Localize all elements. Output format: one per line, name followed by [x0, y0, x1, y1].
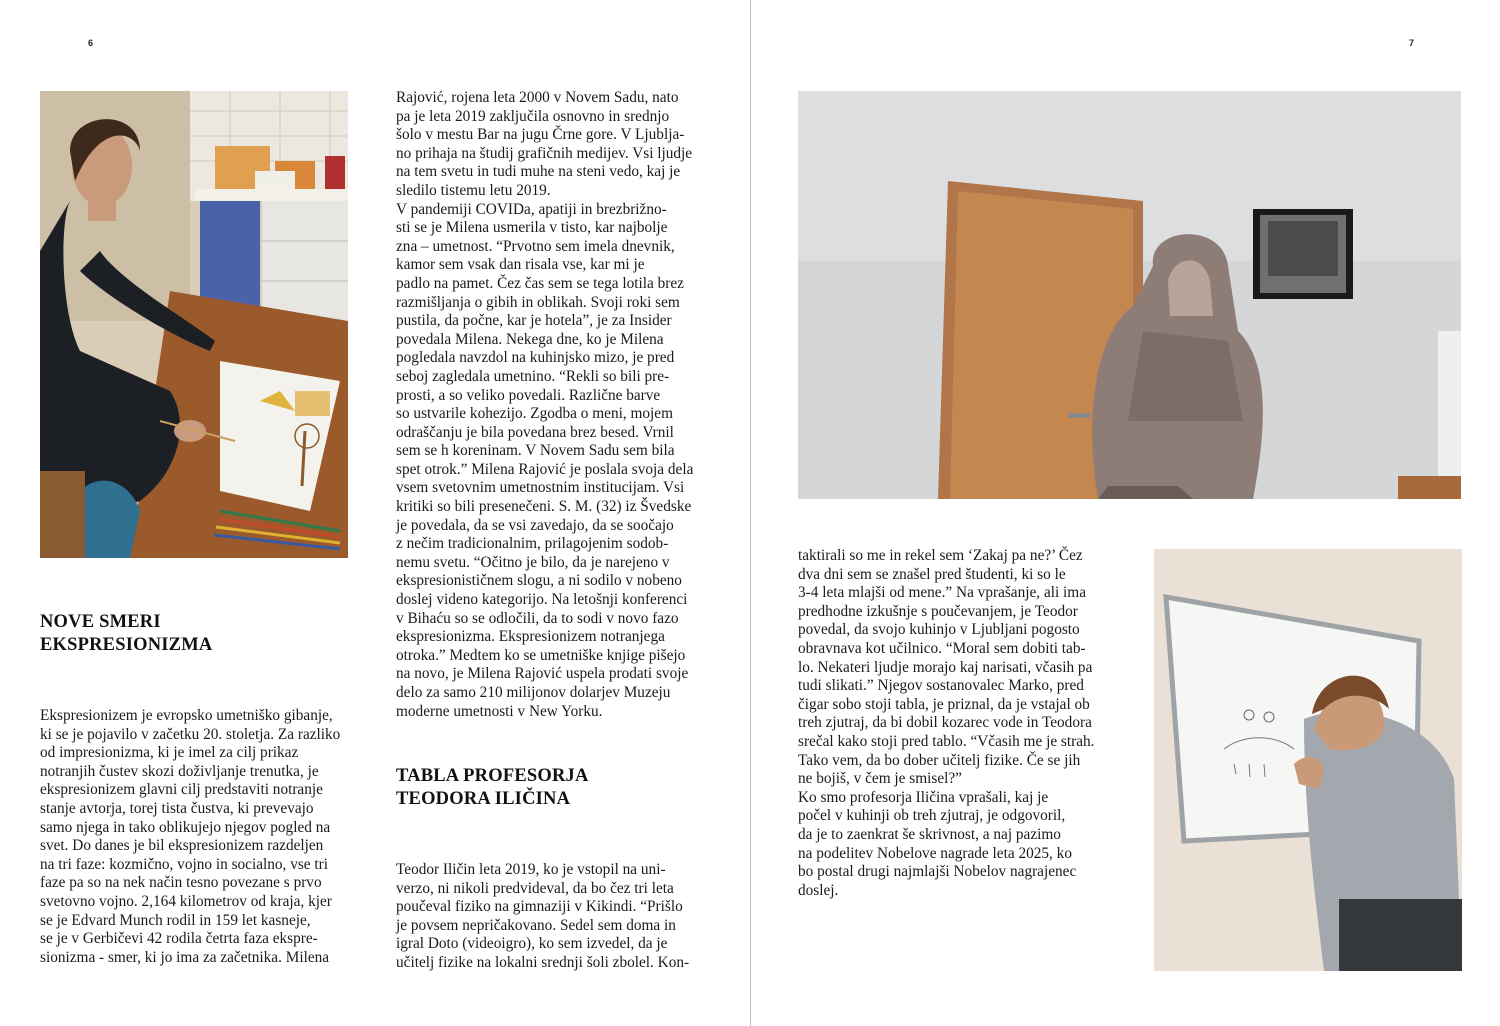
right-page	[751, 0, 1500, 1026]
article-body-professor: Teodor Iličin leta 2019, ko je vstopil na uni- verzo, ni nikoli predvideval, da bo čez tri leta poučeval fiziko na gimnaziji v Kikindi. “Prišlo je povsem nepričakovano. Sedel sem doma in igral Doto (videoigro), ko sem izvedel, da je učitelj fizike na lokalni srednji šoli zbolel. Kon-	[396, 861, 690, 971]
article-body-column-2: Rajović, rojena leta 2000 v Novem Sadu, nato pa je leta 2019 zaključila osnovno in srednjo šolo v mestu Bar na jugu Črne gore. V Ljublja- no prihaja na študij grafičnih medijev. Vsi ljudje na tem svetu in tudi muhe na steni vedo, kaj je sledilo tistemu letu 2019. V pandemiji COVIDa, apatiji in brezbrižno- sti se je Milena usmerila v tisto, kar najbolje zna – umetnost. “Prvotno sem imela dnevnik, kamor sem vsak dan risala vse, kar mi je padlo na pamet. Čez čas sem se tega lotila brez razmišljanja o gibih in oblikah. Svoji roki sem pustila, da počne, kar je hotela”, je za Insider povedala Milena. Nekega dne, ko je Milena pogledala navzdol na kuhinjsko mizo, je pred seboj zagledala umetnino. “Rekli so bili pre- prosti, a so veliko povedali. Različne barve so ustvarile kohezijo. Zgodba o meni, mojem odraščanju je bila povedana brez besed. Vrnil sem se h koreninam. V Novem Sadu sem bila spet otrok.” Milena Rajović je poslala svoja dela vsem svetovnim umetnostnim institucijam. Vsi kritiki so bili presenečeni. S. M. (32) iz Švedske je povedala, da se vsi zavedajo, da se soočajo z nečim tradicionalnim, prilagojenim sodob- nemu svetu. “Očitno je bilo, da je narejeno v ekspresionističnem slogu, a ni sodilo v nobeno doslej videno kategorijo. Na letošnji konferenci v Bihaću so se odločili, da to sodi v novo fazo ekspresionizma. Ekspresionizem notranjega otroka.” Medtem ko se umetniške knjige pišejo na novo, je Milena Rajović uspela prodati svoje delo za samo 210 milijonov dolarjev Muzeju moderne umetnosti v New Yorku.	[396, 89, 694, 720]
photo-whiteboard	[1154, 549, 1462, 971]
page-number: 7	[1409, 38, 1415, 48]
section-heading-expressionism: NOVE SMERI EKSPRESIONIZMA	[40, 612, 213, 655]
photo-hooded-figure	[798, 91, 1461, 499]
page-number: 6	[88, 38, 94, 48]
photo-artist-drawing	[40, 91, 348, 558]
article-body-expressionism: Ekspresionizem je evropsko umetniško gibanje, ki se je pojavilo v začetku 20. stoletja. Za razliko od impresionizma, ki je imel za cilj prikaz notranjih čustev skozi doživljanje trenutka, je ekspresionizem glavni cilj predstaviti notranje stanje avtorja, torej tista čustva, ki prevevajo samo njega in tako oblikujejo njegov pogled na svet. Do danes je bil ekspresionizem razdeljen na tri faze: kozmično, vojno in socialno, vse tri faze pa so na nek način tesno povezane s prvo svetovno vojno. 2,164 kilometrov od kraja, kjer se je Edvard Munch rodil in 159 let kasneje, se je v Gerbičevi 42 rodila četrta faza ekspre- sionizma - smer, ki jo ima za začetnika. Milena	[40, 707, 341, 966]
article-body-right-column: taktirali so me in rekel sem ‘Zakaj pa ne?’ Čez dva dni sem se znašel pred študenti, ki so le 3-4 leta mlajši od mene.” Na vprašanje, ali ima predhodne izkušnje s poučevanjem, je Teodor povedal, da svojo kuhinjo v Ljubljani pogosto obravnava kot učilnico. “Moral sem dobiti tab- lo. Nekateri ljudje morajo kaj narisati, včasih pa tudi slikati.” Njegov sostanovalec Marko, pred čigar sobo stoji tabla, je priznal, da je vstajal ob treh zjutraj, da bi dobil kozarec vode in Teodora srečal kako stoji pred tablo. “Včasih me je strah. Tako vem, da bo dober učitelj fizike. Če se jih ne bojiš, v čem je smisel?” Ko smo profesorja Iličina vprašali, kaj je počel v kuhinji ob treh zjutraj, je odgovoril, da je to zaenkrat še skrivnost, a naj pazimo na podelitev Nobelove nagrade leta 2025, ko bo postal drugi najmlajši Nobelov nagrajenec doslej.	[798, 547, 1095, 899]
section-heading-professor: TABLA PROFESORJA TEODORA ILIČINA	[396, 766, 589, 809]
